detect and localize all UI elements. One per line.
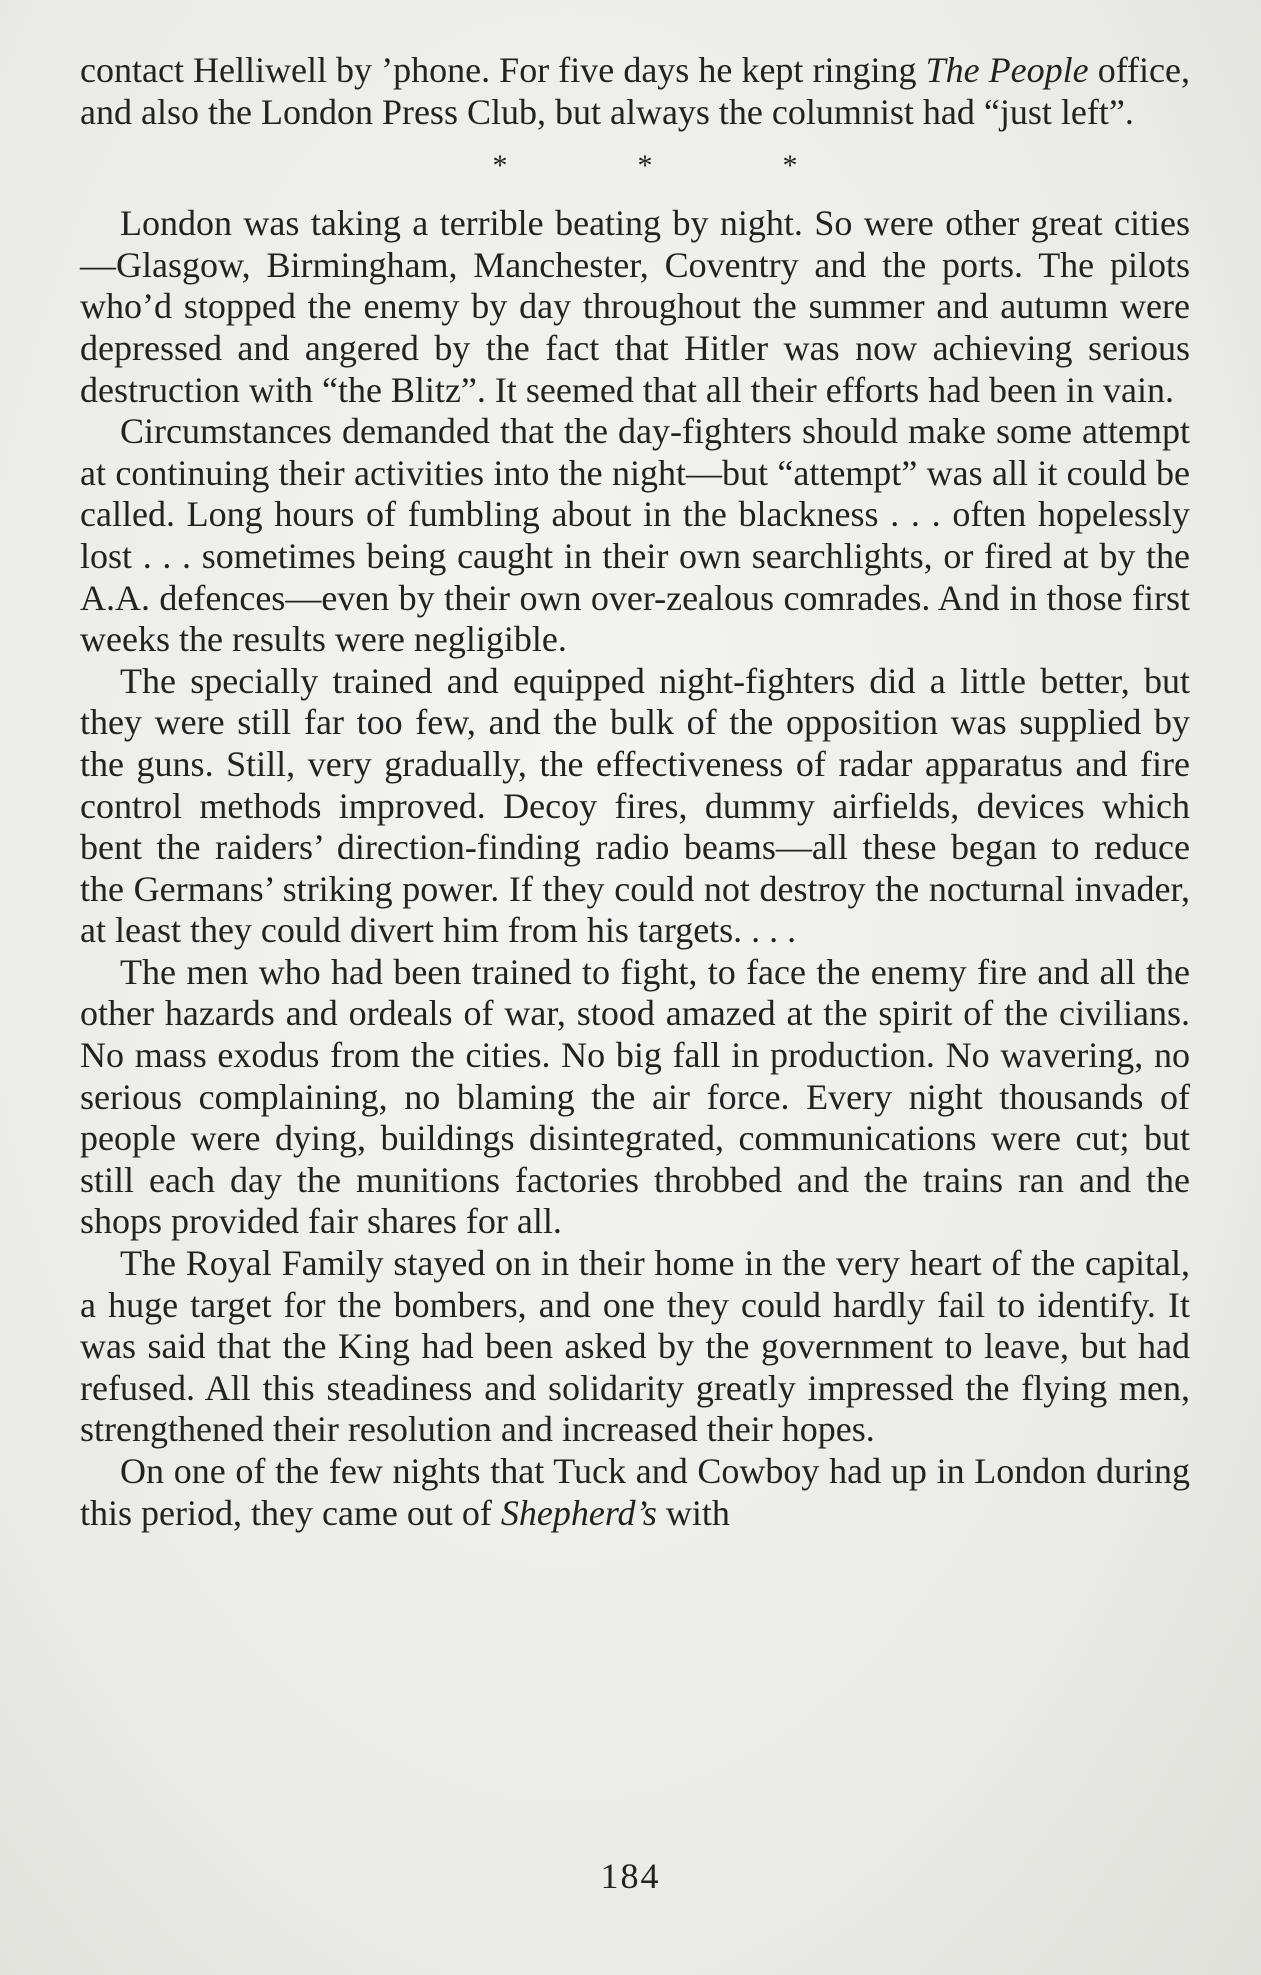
italic-club-name: Shepherd’s [500, 1492, 657, 1533]
paragraph-royal-family: The Royal Family stayed on in their home in the very heart of the capital, a huge target for the bombers, and one they could hardly fail to identify. It was said that the King had been asked by the government to leave, but had refused. All this steadiness and solidarity greatly impressed the flying men, strengthened their resolution and increased their hopes. [80, 1243, 1190, 1450]
paragraph-london-beating: London was taking a terrible beating by night. So were other great cities—Glasgow, Birmingham, Manchester, Coventry and the ports. The pilots who’d stopped the enemy by day throughout the summer and autumn were depressed and angered by the fact that Hitler was now achieving serious destruction with “the Blitz”. It seemed that all their efforts had been in vain. [80, 203, 1190, 410]
section-separator [80, 135, 1190, 197]
page-number: 184 [600, 1856, 661, 1896]
paragraph-text: On one of the few nights that Tuck and Cowboy had up in London during this period, they came out of [80, 1451, 1190, 1533]
paragraph-text: with [656, 1492, 730, 1533]
paragraph-text: contact Helliwell by ’phone. For five days he kept ringing [80, 50, 926, 90]
body-text [80, 50, 1190, 1534]
paragraph-continued [80, 50, 1190, 133]
italic-publication-title: The People [925, 50, 1089, 90]
paragraph-text: office, and also the London Press Club, but always the columnist had “just left”. [80, 50, 1190, 132]
paragraph-civilians: The men who had been trained to fight, to face the enemy fire and all the other hazards and ordeals of war, stood amazed at the spirit of the civilians. No mass exodus from the cities. No big fall in production. No wavering, no serious complaining, no blaming the air force. Every night thousands of people were dying, buildings disintegrated, communications were cut; but still each day the munitions factories throbbed and the trains ran and the shops provided fair shares for all. [80, 951, 1190, 1242]
separator-star: * [637, 149, 653, 183]
separator-star: * [782, 149, 798, 183]
paragraph-tuck-cowboy [80, 1451, 1190, 1534]
paragraph-night-fighters: The specially trained and equipped night-fighters did a little better, but they were still far too few, and the bulk of the opposition was supplied by the guns. Still, very gradually, the effectiveness of radar apparatus and fire control methods improved. Decoy fires, dummy airfields, devices which bent the raiders’ direction-finding radio beams—all these began to reduce the Germans’ striking power. If they could not destroy the nocturnal invader, at least they could divert him from his targets. . . . [80, 660, 1190, 951]
paragraph-circumstances: Circumstances demanded that the day-fighters should make some attempt at continuing their activities into the night—but “attempt” was all it could be called. Long hours of fumbling about in the blackness . . . often hopelessly lost . . . sometimes being caught in their own searchlights, or fired at by the A.A. defences—even by their own over-zealous comrades. And in those first weeks the results were negligible. [80, 411, 1190, 660]
separator-star: * [492, 149, 508, 183]
